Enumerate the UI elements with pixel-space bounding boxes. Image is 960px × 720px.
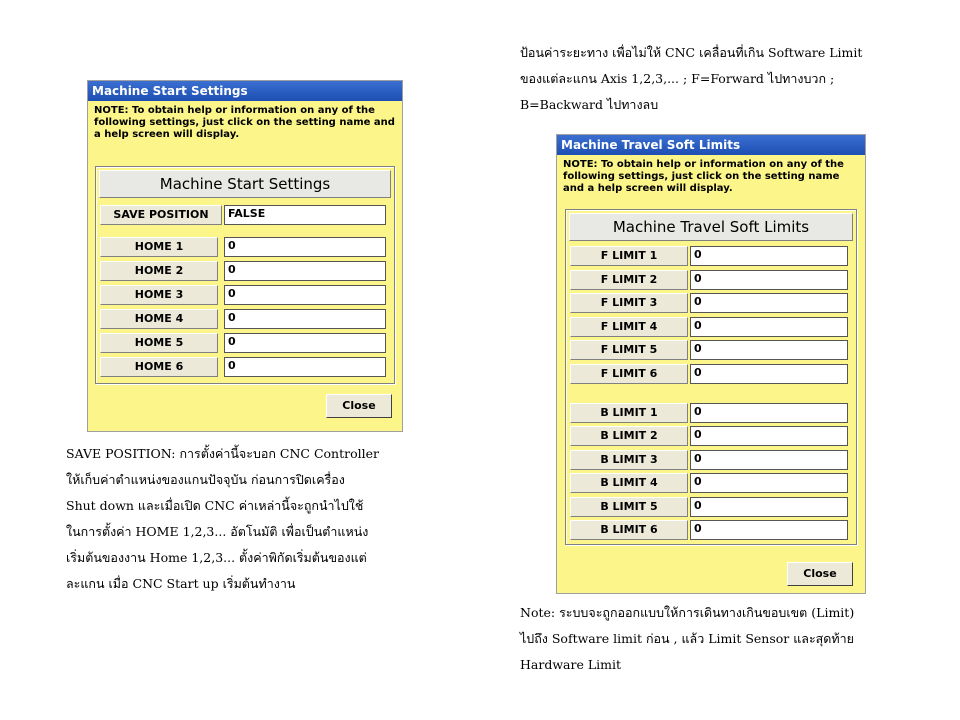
f-limit-1-field[interactable]: 0	[690, 246, 848, 266]
f-limit-3-field[interactable]: 0	[690, 293, 848, 313]
machine-start-settings-dialog	[87, 80, 403, 432]
close-button[interactable]: Close	[326, 394, 392, 418]
b-limit-1-button[interactable]: B LIMIT 1	[570, 403, 688, 423]
group-title: Machine Travel Soft Limits	[569, 213, 853, 241]
home-2-field[interactable]: 0	[224, 261, 386, 281]
home-4-field[interactable]: 0	[224, 309, 386, 329]
group-title: Machine Start Settings	[99, 170, 391, 198]
f-limit-2-button[interactable]: F LIMIT 2	[570, 270, 688, 290]
home-5-button[interactable]: HOME 5	[100, 333, 218, 353]
b-limit-6-button[interactable]: B LIMIT 6	[570, 520, 688, 540]
limit-note: Note: ระบบจะถูกออกแบบให้การเดินทางเกินขอบเขต (Limit) ไปถึง Software limit ก่อน , แล้ว Limit Sensor และสุดท้าย Hardware Limit	[520, 605, 855, 672]
f-limit-5-field[interactable]: 0	[690, 340, 848, 360]
f-limit-3-button[interactable]: F LIMIT 3	[570, 293, 688, 313]
f-limit-5-button[interactable]: F LIMIT 5	[570, 340, 688, 360]
settings-group	[95, 166, 395, 384]
home-6-field[interactable]: 0	[224, 357, 386, 377]
limits-group	[565, 209, 857, 545]
b-limit-5-field[interactable]: 0	[690, 497, 848, 517]
home-1-button[interactable]: HOME 1	[100, 237, 218, 257]
b-limit-4-field[interactable]: 0	[690, 473, 848, 493]
save-position-field[interactable]: FALSE	[224, 205, 386, 225]
home-1-field[interactable]: 0	[224, 237, 386, 257]
b-limit-2-field[interactable]: 0	[690, 426, 848, 446]
save-position-description: SAVE POSITION: การตั้งค่านี้จะบอก CNC Controller ให้เก็บค่าตำแหน่งของแกนปัจจุบัน ก่อนการปิดเครื่อง Shut down และเมื่อเปิด CNC ค่าเหล่านี้จะถูกนำไปใช้ ในการตั้งค่า HOME 1,2,3... อัตโนมัติ เพื่อเป็นตำแหน่ง เริ่มต้นของงาน Home 1,2,3... ตั้งค่าพิกัดเริ่มต้นของแต่ ละแกน เมื่อ CNC Start up เริ่มต้นทำงาน	[66, 446, 379, 591]
home-3-field[interactable]: 0	[224, 285, 386, 305]
b-limit-2-button[interactable]: B LIMIT 2	[570, 426, 688, 446]
help-note: NOTE: To obtain help or information on any of the following settings, just click on the setting name and a help screen will display.	[94, 105, 395, 140]
b-limit-4-button[interactable]: B LIMIT 4	[570, 473, 688, 493]
home-4-button[interactable]: HOME 4	[100, 309, 218, 329]
b-limit-1-field[interactable]: 0	[690, 403, 848, 423]
f-limit-4-button[interactable]: F LIMIT 4	[570, 317, 688, 337]
save-position-button[interactable]: SAVE POSITION	[100, 205, 222, 225]
f-limit-6-field[interactable]: 0	[690, 364, 848, 384]
home-2-button[interactable]: HOME 2	[100, 261, 218, 281]
f-limit-1-button[interactable]: F LIMIT 1	[570, 246, 688, 266]
b-limit-3-button[interactable]: B LIMIT 3	[570, 450, 688, 470]
home-6-button[interactable]: HOME 6	[100, 357, 218, 377]
b-limit-6-field[interactable]: 0	[690, 520, 848, 540]
machine-travel-soft-limits-dialog	[556, 134, 866, 594]
f-limit-6-button[interactable]: F LIMIT 6	[570, 364, 688, 384]
home-3-button[interactable]: HOME 3	[100, 285, 218, 305]
b-limit-5-button[interactable]: B LIMIT 5	[570, 497, 688, 517]
f-limit-4-field[interactable]: 0	[690, 317, 848, 337]
travel-limits-description: ป้อนค่าระยะทาง เพื่อไม่ให้ CNC เคลื่อนที่เกิน Software Limit ของแต่ละแกน Axis 1,2,3,... ; F=Forward ไปทางบวก ; B=Backward ไปทางลบ	[520, 45, 863, 112]
dialog-title: Machine Travel Soft Limits	[557, 135, 865, 155]
f-limit-2-field[interactable]: 0	[690, 270, 848, 290]
home-5-field[interactable]: 0	[224, 333, 386, 353]
dialog-title: Machine Start Settings	[88, 81, 402, 101]
help-note: NOTE: To obtain help or information on any of the following settings, just click on the setting name and a help screen will display.	[563, 159, 844, 194]
b-limit-3-field[interactable]: 0	[690, 450, 848, 470]
close-button[interactable]: Close	[787, 562, 853, 586]
